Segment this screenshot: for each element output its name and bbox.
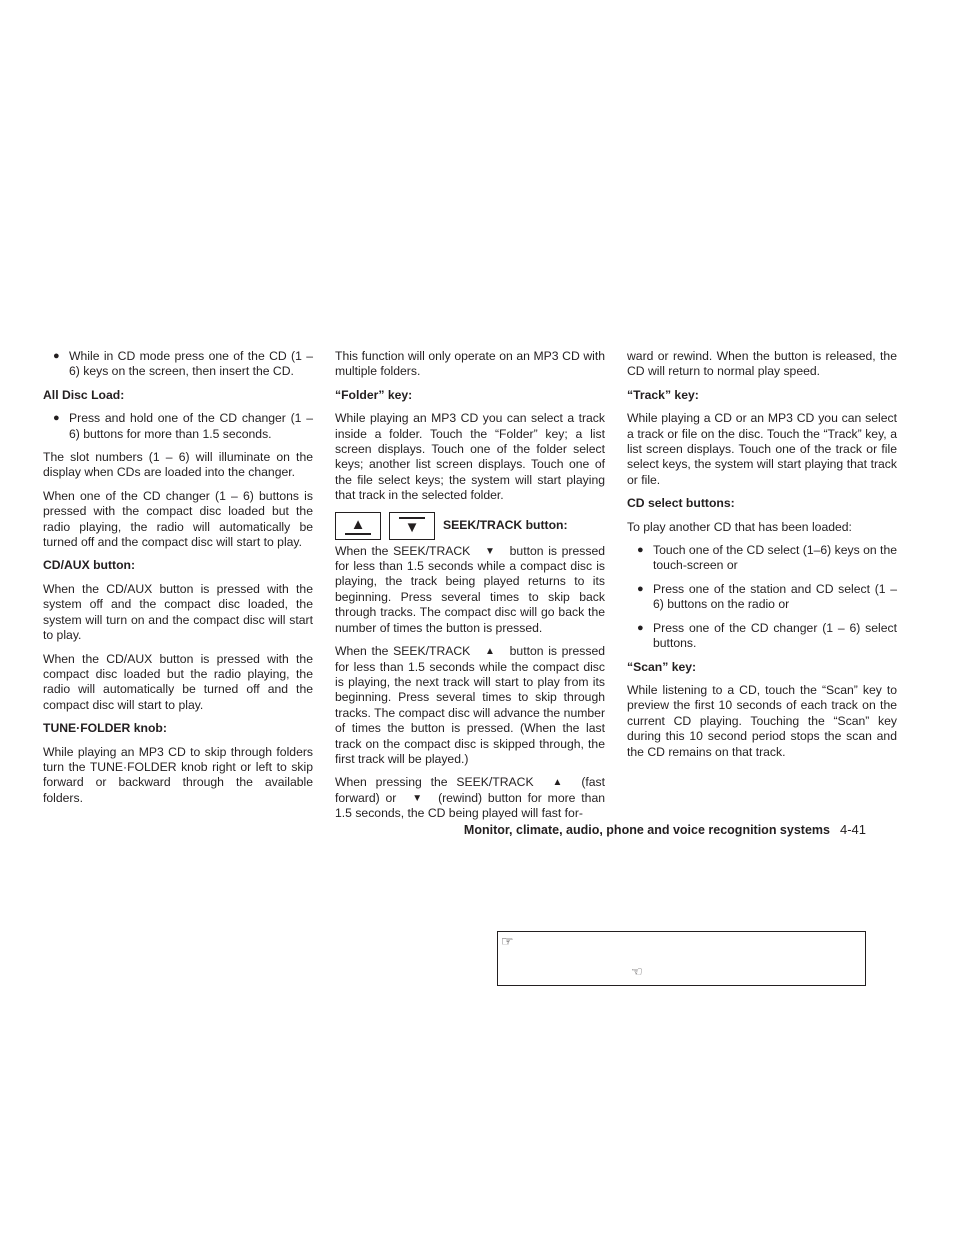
paragraph: ward or rewind. When the button is released, the CD will return to normal play speed. (627, 349, 897, 379)
list-item: ● Touch one of the CD select (1–6) keys on the touch-screen or (637, 543, 897, 573)
paragraph: When the CD/AUX button is pressed with the system off and the compact disc loaded, the system will turn on and the compact disc will start to play. (43, 581, 313, 643)
bullet-list (43, 411, 313, 442)
seek-down-icon: ▼ (485, 545, 495, 557)
list-item: ● Press and hold one of the CD changer (1 – 6) buttons for more than 1.5 seconds. (53, 411, 313, 441)
paragraph: The slot numbers (1 – 6) will illuminate on the display when CDs are loaded into the changer. (43, 450, 313, 480)
seek-down-icon: ▼ (412, 792, 423, 804)
section-title: Monitor, climate, audio, phone and voice recognition systems (463, 823, 830, 837)
seek-down-button-icon: ▼ (389, 512, 435, 540)
seek-track-heading-row (335, 512, 605, 540)
pointing-hand-right-icon: ☞ (501, 933, 514, 949)
bullet-icon: ● (637, 582, 644, 595)
track-key-heading: “Track” key: (627, 387, 699, 402)
page-number: 4-41 (839, 822, 866, 837)
bullet-list (627, 543, 897, 651)
cd-aux-heading: CD/AUX button: (43, 558, 136, 573)
bullet-icon: ● (53, 350, 60, 362)
pointing-hand-left-icon: ☜ (631, 964, 643, 979)
bullet-icon: ● (53, 412, 60, 425)
seek-track-heading: SEEK/TRACK button: (443, 517, 568, 532)
folder-key-heading: “Folder” key: (335, 387, 413, 402)
seek-up-icon: ▲ (485, 646, 495, 658)
column-3 (627, 349, 897, 768)
paragraph: When the SEEK/TRACK ▲ button is pressed for less than 1.5 seconds while the compact disc is playing, the next track will start to play from its beginning. Press several times to skip through tracks. The compact disc will advance the number of times the button is pressed. (When the last track on the compact disc is skipped through, the first track will be played.) (335, 644, 606, 766)
paragraph: While playing a CD or an MP3 CD you can select a track or file on the disc. Touch the “Track” key, a list screen displays. Touch one of the track or file select keys, the system will start playing that track or file. (627, 411, 897, 487)
paragraph: When one of the CD changer (1 – 6) buttons is pressed with the compact disc loaded but the radio playing, the radio will automatically be turned off and the compact disc will start to play. (43, 488, 313, 550)
list-item: ● Press one of the station and CD select (1 – 6) buttons on the radio or (637, 581, 897, 612)
column-1 (43, 349, 313, 814)
seek-up-icon: ▲ (552, 777, 563, 789)
bullet-list (43, 349, 313, 380)
paragraph: When the CD/AUX button is pressed with the compact disc loaded but the radio playing, the radio will automatically be turned off and the compact disc will start to play. (43, 651, 313, 712)
tune-folder-heading: TUNE·FOLDER knob: (43, 721, 167, 736)
paragraph: This function will only operate on an MP3 CD with multiple folders. (335, 349, 605, 379)
paragraph: When pressing the SEEK/TRACK ▲ (fast forward) or ▼ (rewind) button for more than 1.5 seconds, the CD being played will fast for- (335, 775, 606, 821)
bullet-icon: ● (637, 544, 644, 557)
paragraph: While playing an MP3 CD you can select a track inside a folder. Touch the “Folder” key; a list screen displays. Touch one of the folder select keys; another list screen displays. Touch one of the file select keys; the system will start playing that track in the selected folder. (335, 411, 605, 503)
paragraph: While playing an MP3 CD to skip through folders turn the TUNE·FOLDER knob right or left to skip forward or backward through the available folders. (43, 744, 313, 805)
cd-select-heading: CD select buttons: (627, 496, 735, 511)
paragraph: When the SEEK/TRACK ▼ button is pressed for less than 1.5 seconds while a compact disc is playing, the track being played returns to its beginning. Press several times to skip back through tracks. The compact disc will go back the number of times the button is pressed. (335, 543, 606, 635)
all-disc-load-heading: All Disc Load: (43, 387, 125, 402)
column-2 (335, 349, 605, 830)
scan-key-heading: “Scan” key: (627, 659, 697, 674)
reference-box (497, 931, 866, 986)
seek-up-button-icon: ▲ (335, 512, 381, 540)
paragraph: While listening to a CD, touch the “Scan” key to preview the first 10 seconds of each track on the current CD playing. Touching the “Scan” key during this 10 second period stops the scan and the CD remains on that track. (627, 682, 897, 759)
bullet-icon: ● (637, 621, 644, 634)
list-item: ● While in CD mode press one of the CD (1 – 6) keys on the screen, then insert the CD. (53, 349, 313, 379)
list-item: ● Press one of the CD changer (1 – 6) select buttons. (637, 620, 897, 651)
page-footer (0, 822, 866, 837)
paragraph: To play another CD that has been loaded: (627, 519, 852, 534)
